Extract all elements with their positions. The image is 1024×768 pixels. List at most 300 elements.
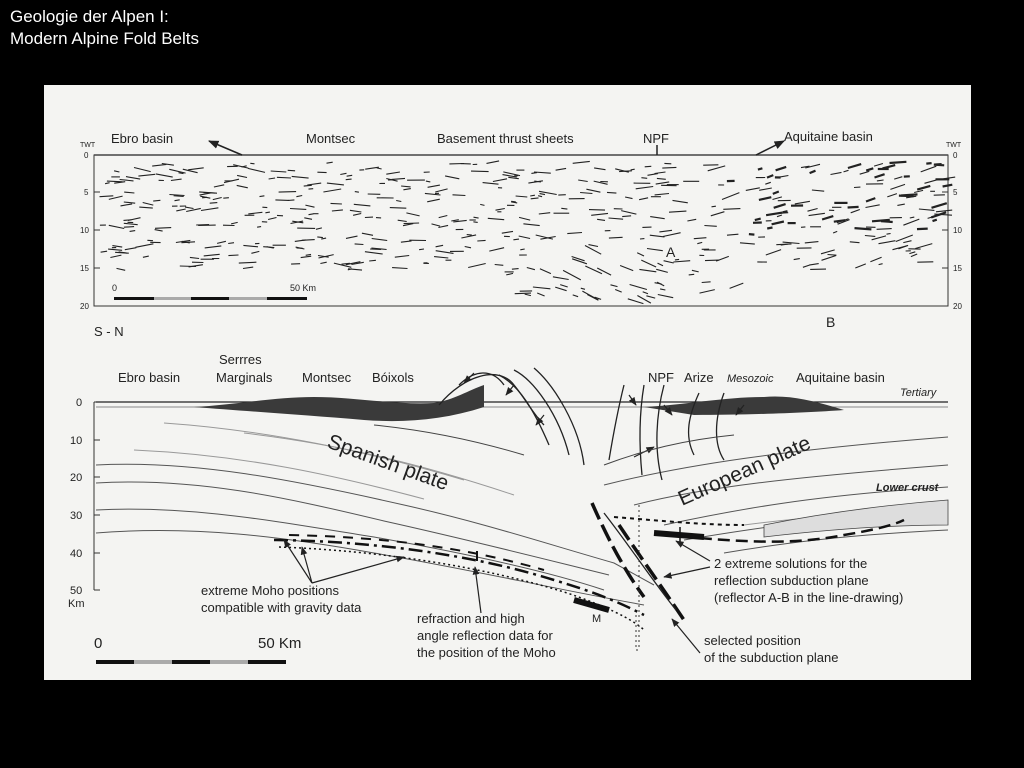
seismic-reflector: [398, 220, 407, 221]
seismic-reflector: [539, 213, 550, 214]
seismic-reflector: [650, 235, 665, 237]
seismic-reflector: [124, 192, 134, 193]
seismic-reflector: [866, 205, 880, 208]
seismic-reflector: [392, 268, 407, 269]
seismic-reflector: [331, 203, 342, 204]
seismic-reflector: [622, 216, 631, 217]
seismic-reflector: [639, 269, 656, 271]
seismic-reflector: [152, 164, 166, 166]
seismic-reflector: [143, 256, 149, 257]
seismic-reflector: [581, 288, 585, 289]
seismic-reflector: [493, 179, 507, 182]
xs-npf-label: NPF: [648, 370, 674, 385]
seismic-reflector: [292, 176, 309, 178]
seismic-reflector: [237, 185, 248, 187]
seismic-reflector: [516, 196, 528, 197]
seismic-reflector: [673, 200, 688, 202]
seismic-reflector: [217, 241, 226, 243]
seismic-reflector: [395, 256, 409, 258]
seismic-reflector: [354, 204, 371, 206]
ann-selected-2: of the subduction plane: [704, 650, 839, 665]
seismic-reflector: [340, 173, 346, 174]
seismic-scale-bar: [112, 283, 316, 300]
seismic-reflector: [512, 269, 519, 270]
xs-serrres-label: Serrres: [219, 352, 262, 367]
seismic-reflector: [169, 195, 184, 196]
seismic-reflector: [321, 238, 326, 239]
seismic-reflector: [689, 274, 695, 275]
seismic-reflector: [700, 290, 715, 294]
seismic-reflector: [879, 241, 896, 244]
seismic-reflector: [848, 207, 859, 208]
seismic-reflector: [201, 208, 218, 211]
seismic-reflector: [302, 240, 315, 241]
seismic-reflector: [580, 193, 592, 194]
seismic-reflector: [589, 210, 605, 211]
seismic-reflector: [296, 196, 302, 197]
seismic-reflector: [525, 294, 531, 296]
seismic-reflector: [124, 202, 135, 203]
seismic-reflector: [506, 273, 513, 275]
seismic-reflector: [926, 163, 931, 164]
seismic-reflector: [200, 193, 211, 195]
seismic-reflector: [625, 197, 632, 199]
seismic-reflector: [828, 255, 837, 256]
seismic-reflector: [903, 219, 919, 225]
seismic-reflector: [766, 250, 781, 255]
seismic-reflector: [169, 169, 185, 173]
seismic-reflector: [130, 231, 136, 232]
seismic-reflector: [136, 244, 154, 248]
seismic-reflector: [483, 183, 499, 185]
seismic-reflector: [107, 181, 123, 182]
seismic-reflector: [899, 196, 914, 197]
seismic-reflector: [519, 236, 530, 239]
seismic-reflector: [327, 162, 333, 163]
seismic-reflector: [439, 216, 448, 218]
seismic-reflector: [809, 264, 819, 266]
seismic-reflector: [675, 259, 679, 260]
seismic-reflector: [377, 168, 382, 169]
seismic-reflector: [597, 219, 605, 220]
seismic-reflector: [243, 267, 253, 268]
seismic-reflector: [520, 249, 524, 250]
moho-european-marker: [654, 533, 704, 537]
seismic-reflector: [477, 240, 485, 241]
seismic-reflector: [611, 285, 618, 287]
seismic-reflector: [305, 205, 314, 207]
seismic-reflector: [831, 172, 842, 174]
seismic-reflector: [655, 283, 662, 284]
seismic-reflector: [523, 224, 539, 226]
seismic-reflector: [586, 189, 600, 192]
seismic-reflector: [109, 196, 123, 199]
geologic-figure: [44, 85, 971, 680]
seismic-reflector: [597, 268, 611, 275]
seismic-reflector: [480, 204, 484, 205]
cross-section-scale-bar: [94, 635, 301, 664]
seismic-reflector: [705, 260, 719, 261]
thrust-arrow-right: [756, 141, 784, 155]
seismic-reflector: [805, 242, 819, 243]
moho-refraction-marker: [574, 600, 609, 610]
seismic-reflector: [471, 171, 489, 172]
seismic-reflector: [658, 263, 664, 266]
seismic-reflector: [426, 181, 430, 182]
seismic-reflector: [515, 293, 531, 294]
seismic-reflector: [188, 168, 204, 170]
seismic-reflector: [307, 183, 321, 185]
ann-solutions-3: (reflector A-B in the line-drawing): [714, 590, 904, 605]
seismic-montsec-label: Montsec: [306, 131, 356, 146]
seismic-reflector: [346, 236, 358, 238]
seismic-reflector: [155, 228, 171, 229]
seismic-reflector: [355, 192, 359, 193]
seismic-reflector: [585, 246, 601, 255]
seismic-reflector: [139, 207, 153, 208]
seismic-reflector: [656, 269, 668, 272]
seismic-reflector: [572, 257, 585, 261]
seismic-reflector: [767, 175, 773, 178]
seismic-reflector: [467, 235, 472, 236]
seismic-reflector: [628, 299, 644, 304]
seismic-reflector: [213, 198, 222, 200]
ann-moho-extreme-1: extreme Moho positions: [201, 583, 340, 598]
seismic-reflector: [656, 182, 670, 184]
ann-moho-extreme-2: compatible with gravity data: [201, 600, 362, 615]
seismic-reflector: [401, 241, 412, 242]
seismic-reflector: [712, 206, 716, 207]
seismic-reflector: [636, 187, 654, 189]
depth-labels: [68, 397, 85, 610]
seismic-reflector: [125, 248, 137, 250]
seismic-reflector: [171, 179, 182, 180]
seismic-reflector: [915, 244, 932, 249]
ann-refraction-1: refraction and high: [417, 611, 525, 626]
seismic-reflector: [585, 266, 602, 274]
seismic-reflector: [210, 203, 218, 204]
seismic-reflector: [153, 200, 160, 201]
reflector-a-label: A: [666, 244, 676, 260]
moho-m-label: M: [592, 613, 602, 625]
seismic-reflector: [657, 178, 666, 179]
seismic-reflector: [190, 257, 199, 258]
seismic-reflector: [138, 174, 155, 176]
seismic-reflector: [609, 237, 623, 238]
seismic-reflector: [128, 218, 141, 221]
svg-text:15: 15: [953, 264, 962, 273]
seismic-reflector: [773, 192, 779, 194]
seismic-reflector: [237, 175, 247, 177]
seismic-reflector: [910, 217, 915, 218]
seismic-reflector: [855, 264, 866, 268]
seismic-reflector: [214, 185, 224, 187]
seismic-reflector: [110, 255, 121, 257]
ann-solutions-2: reflection subduction plane: [714, 573, 869, 588]
seismic-reflector: [251, 251, 259, 253]
seismic-reflector: [875, 174, 885, 177]
xs-montsec-label: Montsec: [302, 370, 352, 385]
seismic-reflector: [204, 254, 220, 256]
seismic-frame: [94, 155, 948, 306]
seismic-reflector: [934, 165, 944, 166]
seismic-reflector: [101, 251, 108, 252]
orientation-label: S - N: [94, 324, 124, 339]
seismic-reflector: [851, 210, 860, 213]
seismic-reflector: [404, 223, 420, 224]
seismic-reflector: [223, 198, 229, 199]
seismic-reflector: [513, 239, 519, 240]
seismic-reflector: [772, 222, 784, 225]
seismic-reflector: [175, 200, 180, 201]
seismic-reflector: [239, 262, 257, 263]
slide-title-line-2: Modern Alpine Fold Belts: [10, 29, 199, 48]
seismic-reflector: [537, 293, 544, 296]
seismic-reflector: [406, 213, 419, 216]
seismic-reflector: [662, 167, 676, 168]
seismic-reflector: [134, 168, 151, 172]
seismic-reflector: [669, 211, 686, 212]
seismic-reflector: [621, 211, 636, 215]
seismic-reflector: [932, 203, 947, 208]
seismic-reflector: [502, 231, 513, 233]
shallow-detachments: [374, 425, 734, 465]
seismic-reflector: [911, 254, 917, 257]
cross-section: [68, 324, 948, 665]
svg-text:15: 15: [80, 264, 89, 273]
seismic-reflector: [821, 250, 835, 254]
seismic-reflector: [655, 194, 669, 195]
xs-ebro-label: Ebro basin: [118, 370, 181, 385]
seismic-reflector: [641, 260, 656, 267]
seismic-reflector: [567, 233, 582, 234]
svg-text:0: 0: [112, 283, 118, 293]
svg-text:10: 10: [80, 226, 89, 235]
seismic-reflector: [257, 227, 261, 228]
seismic-reflector: [185, 207, 193, 208]
seismic-reflector: [250, 163, 254, 164]
annotations: [201, 556, 903, 665]
svg-text:10: 10: [953, 226, 962, 235]
seismic-reflector: [894, 177, 902, 179]
seismic-reflector: [917, 229, 928, 230]
seismic-reflector: [468, 264, 486, 268]
seismic-reflector: [540, 194, 545, 195]
seismic-reflector: [822, 256, 837, 261]
xs-arize-label: Arize: [684, 370, 714, 385]
seismic-reflector: [692, 270, 699, 272]
spanish-plate-label: Spanish plate: [324, 430, 452, 496]
seismic-reflector: [121, 204, 133, 206]
seismic-reflector: [723, 209, 740, 210]
xs-aquitaine-label: Aquitaine basin: [796, 370, 885, 385]
seismic-reflector: [887, 234, 891, 235]
seismic-reflector: [205, 246, 222, 248]
seismic-reflector: [419, 249, 424, 250]
svg-text:5: 5: [84, 188, 89, 197]
xs-marginals-label: Marginals: [216, 370, 273, 385]
seismic-reflector: [631, 169, 635, 170]
svg-text:50 Km: 50 Km: [258, 635, 302, 652]
seismic-reflector: [533, 287, 551, 289]
seismic-reflector: [496, 209, 505, 211]
seismic-reflector: [260, 196, 265, 197]
subduction-selected: [604, 513, 676, 610]
seismic-reflector: [401, 186, 411, 187]
seismic-reflector: [538, 196, 542, 197]
seismic-reflector: [105, 183, 110, 184]
seismic-reflectors: [100, 161, 956, 304]
seismic-reflector: [124, 227, 134, 228]
ann-refraction-2: angle reflection data for: [417, 628, 553, 643]
seismic-reflector: [388, 180, 394, 181]
seismic-reflector: [893, 246, 908, 250]
seismic-reflector: [936, 210, 952, 212]
seismic-reflector: [228, 255, 238, 256]
slide-title: [10, 6, 199, 50]
seismic-reflector: [268, 218, 276, 220]
seismic-reflector: [531, 173, 537, 174]
seismic-reflector: [508, 177, 519, 178]
seismic-reflector: [288, 170, 295, 171]
seismic-reflector: [436, 245, 444, 247]
seismic-reflector: [795, 201, 810, 204]
seismic-reflector: [844, 170, 849, 172]
seismic-reflector: [921, 166, 937, 172]
seismic-reflector: [301, 256, 312, 257]
svg-text:Km: Km: [68, 598, 85, 610]
seismic-reflector: [749, 234, 755, 235]
seismic-reflector: [511, 202, 517, 203]
seismic-reflector: [527, 268, 535, 270]
seismic-reflector: [704, 226, 716, 227]
seismic-reflector: [711, 212, 725, 216]
seismic-npf-label: NPF: [643, 131, 669, 146]
seismic-reflector: [372, 239, 388, 241]
svg-text:0: 0: [76, 397, 83, 409]
seismic-reflector: [578, 180, 588, 182]
seismic-reflector: [758, 168, 763, 169]
xs-tertiary-label: Tertiary: [900, 387, 937, 399]
seismic-reflector: [428, 185, 440, 187]
seismic-reflector: [126, 177, 140, 180]
seismic-reflector: [645, 166, 652, 167]
seismic-reflector: [453, 195, 466, 196]
seismic-reflector: [434, 257, 448, 258]
seismic-reflector: [879, 264, 883, 265]
seismic-reflector: [767, 228, 772, 229]
seismic-depth-labels-right: [953, 151, 962, 311]
seismic-reflector: [346, 179, 352, 180]
seismic-reflector: [530, 195, 535, 196]
seismic-reflector: [309, 214, 314, 215]
seismic-reflector: [887, 194, 897, 197]
seismic-reflector: [874, 164, 883, 167]
seismic-reflector: [897, 204, 904, 205]
seismic-reflector: [774, 204, 786, 208]
seismic-reflector: [655, 172, 666, 174]
seismic-reflector: [589, 245, 599, 247]
seismic-reflector: [673, 261, 690, 262]
seismic-reflector: [755, 219, 761, 221]
seismic-reflector: [396, 201, 401, 202]
seismic-reflector: [290, 209, 306, 210]
seismic-reflector: [316, 228, 322, 229]
xs-boixols-label: Bóixols: [372, 370, 414, 385]
seismic-reflector: [109, 225, 124, 228]
seismic-reflector: [646, 296, 655, 298]
seismic-reflector: [465, 247, 471, 248]
seismic-reflector: [919, 209, 935, 210]
seismic-reflector: [848, 164, 861, 168]
seismic-reflector: [560, 285, 568, 287]
seismic-reflector: [648, 174, 658, 176]
dotted-bounds: [636, 505, 639, 650]
seismic-reflector: [323, 189, 341, 192]
seismic-reflector: [143, 203, 154, 206]
ann-selected-1: selected position: [704, 633, 801, 648]
seismic-reflector: [473, 222, 477, 223]
seismic-reflector: [794, 259, 800, 260]
svg-text:0: 0: [94, 635, 103, 652]
seismic-reflector: [115, 252, 129, 253]
ann-solutions-1: 2 extreme solutions for the: [714, 556, 868, 571]
seismic-reflector: [304, 185, 312, 186]
seismic-reflector: [288, 200, 295, 201]
seismic-reflector: [489, 248, 504, 251]
seismic-reflector: [607, 192, 616, 193]
seismic-reflector: [877, 180, 884, 181]
seismic-reflector: [783, 211, 788, 212]
seismic-reflector: [909, 252, 915, 254]
svg-text:30: 30: [70, 510, 83, 522]
seismic-reflector: [555, 287, 566, 291]
seismic-reflector: [727, 234, 738, 235]
seismic-reflector: [746, 188, 760, 191]
seismic-reflector: [271, 171, 287, 172]
seismic-reflector: [702, 282, 711, 283]
seismic-reflector: [304, 218, 312, 220]
seismic-reflector: [658, 295, 673, 298]
seismic-reflector: [809, 213, 825, 215]
svg-text:5: 5: [953, 188, 958, 197]
seismic-reflector: [435, 189, 447, 192]
seismic-reflector: [730, 283, 744, 288]
seismic-reflector: [659, 230, 672, 232]
seismic-reflector: [279, 192, 297, 193]
svg-text:40: 40: [70, 548, 83, 560]
seismic-reflector: [917, 186, 930, 190]
seismic-reflector: [348, 269, 362, 270]
seismic-reflector: [461, 235, 476, 238]
seismic-reflector: [362, 233, 373, 235]
seismic-reflector: [833, 231, 837, 233]
seismic-reflector: [643, 292, 648, 294]
seismic-reflector: [561, 208, 567, 209]
seismic-reflector: [740, 243, 755, 244]
seismic-reflector: [445, 176, 459, 179]
seismic-reflector: [890, 184, 905, 189]
seismic-reflector: [317, 237, 323, 238]
seismic-reflector: [630, 285, 647, 290]
seismic-reflector: [556, 168, 567, 170]
seismic-reflector: [780, 176, 789, 178]
seismic-reflector: [228, 243, 234, 244]
seismic-reflector: [594, 168, 605, 170]
seismic-reflector: [231, 222, 238, 224]
seismic-reflector: [850, 242, 860, 243]
seismic-reflector: [664, 261, 674, 263]
